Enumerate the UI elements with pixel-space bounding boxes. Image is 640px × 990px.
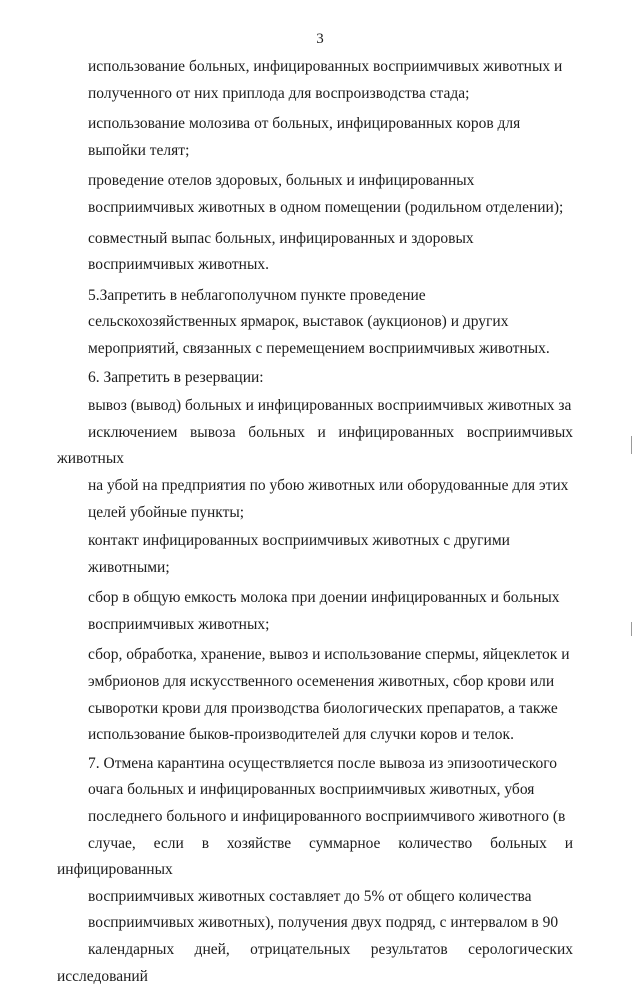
text-line: мероприятий, связанных с перемещением восприимчивых животных. bbox=[88, 339, 550, 357]
text-line: проведение отелов здоровых, больных и инфицированных bbox=[88, 172, 475, 190]
paragraph-item-7 bbox=[57, 751, 573, 990]
text-line: использование молозива от больных, инфицированных коров для bbox=[88, 115, 521, 133]
text-line: сыворотки крови для производства биологических препаратов, а также bbox=[88, 699, 558, 717]
text-line: 6. Запретить в резервации: bbox=[88, 368, 264, 386]
paragraph-sperm bbox=[57, 642, 573, 748]
text-line: вывоз (вывод) больных и инфицированных восприимчивых животных за bbox=[88, 397, 572, 415]
paragraph-contact bbox=[57, 528, 573, 581]
text-line: сбор в общую емкость молока при доении инфицированных и больных bbox=[88, 589, 560, 607]
text-line: животными; bbox=[88, 558, 170, 576]
text-line: случае, если в хозяйстве суммарное количество больных и инфицированных bbox=[57, 834, 573, 879]
scan-edge-mark bbox=[631, 622, 632, 636]
text-line: целей убойные пункты; bbox=[88, 503, 245, 521]
text-line: 5.Запретить в неблагополучном пункте проведение bbox=[88, 286, 426, 304]
scan-edge-mark bbox=[631, 436, 632, 454]
text-line: восприимчивых животных составляет до 5% от общего количества bbox=[88, 887, 532, 905]
text-line: использование быков-производителей для случки коров и телок. bbox=[88, 726, 514, 744]
text-line: сельскохозяйственных ярмарок, выставок (аукционов) и других bbox=[88, 313, 509, 331]
text-line: полученного от них приплода для воспроизводства стада; bbox=[88, 84, 470, 102]
text-line: календарных дней, отрицательных результатов серологических исследований bbox=[57, 941, 573, 985]
text-line: восприимчивых животных. bbox=[88, 256, 269, 274]
paragraph-export bbox=[57, 393, 573, 526]
text-line: 7. Отмена карантина осуществляется после вывоза из эпизоотического bbox=[88, 754, 558, 772]
text-line: восприимчивых животных; bbox=[88, 615, 270, 633]
text-line: выпойки телят; bbox=[88, 141, 190, 159]
text-line: совместный выпас больных, инфицированных и здоровых bbox=[88, 229, 474, 247]
text-line: очага больных и инфицированных восприимчивых животных, убоя bbox=[88, 781, 535, 799]
text-line: использование больных, инфицированных восприимчивых животных и bbox=[88, 58, 563, 75]
paragraph-colostrum bbox=[57, 111, 573, 164]
paragraph-item-5 bbox=[57, 283, 573, 363]
paragraph-milk bbox=[57, 585, 573, 638]
paragraph-sick-animals-reproduction bbox=[57, 54, 573, 107]
text-line: восприимчивых животных), получения двух подряд, с интервалом в 90 bbox=[88, 914, 559, 932]
text-line: восприимчивых животных в одном помещении (родильном отделении); bbox=[88, 198, 564, 216]
text-line: исключением вывоза больных и инфицированных восприимчивых животных bbox=[57, 423, 573, 468]
document-body bbox=[57, 54, 573, 990]
page-number: 3 bbox=[316, 31, 324, 47]
paragraph-calving bbox=[57, 168, 573, 221]
paragraph-grazing bbox=[57, 226, 573, 279]
text-line: контакт инфицированных восприимчивых животных с другими bbox=[88, 532, 510, 550]
text-line: на убой на предприятия по убою животных или оборудованные для этих bbox=[88, 476, 569, 494]
text-line: сбор, обработка, хранение, вывоз и использование спермы, яйцеклеток и bbox=[88, 646, 570, 664]
paragraph-item-6 bbox=[57, 365, 573, 392]
text-line: эмбрионов для искусственного осеменения животных, сбор крови или bbox=[88, 673, 555, 691]
text-line: последнего больного и инфицированного восприимчивого животного (в bbox=[88, 808, 566, 826]
